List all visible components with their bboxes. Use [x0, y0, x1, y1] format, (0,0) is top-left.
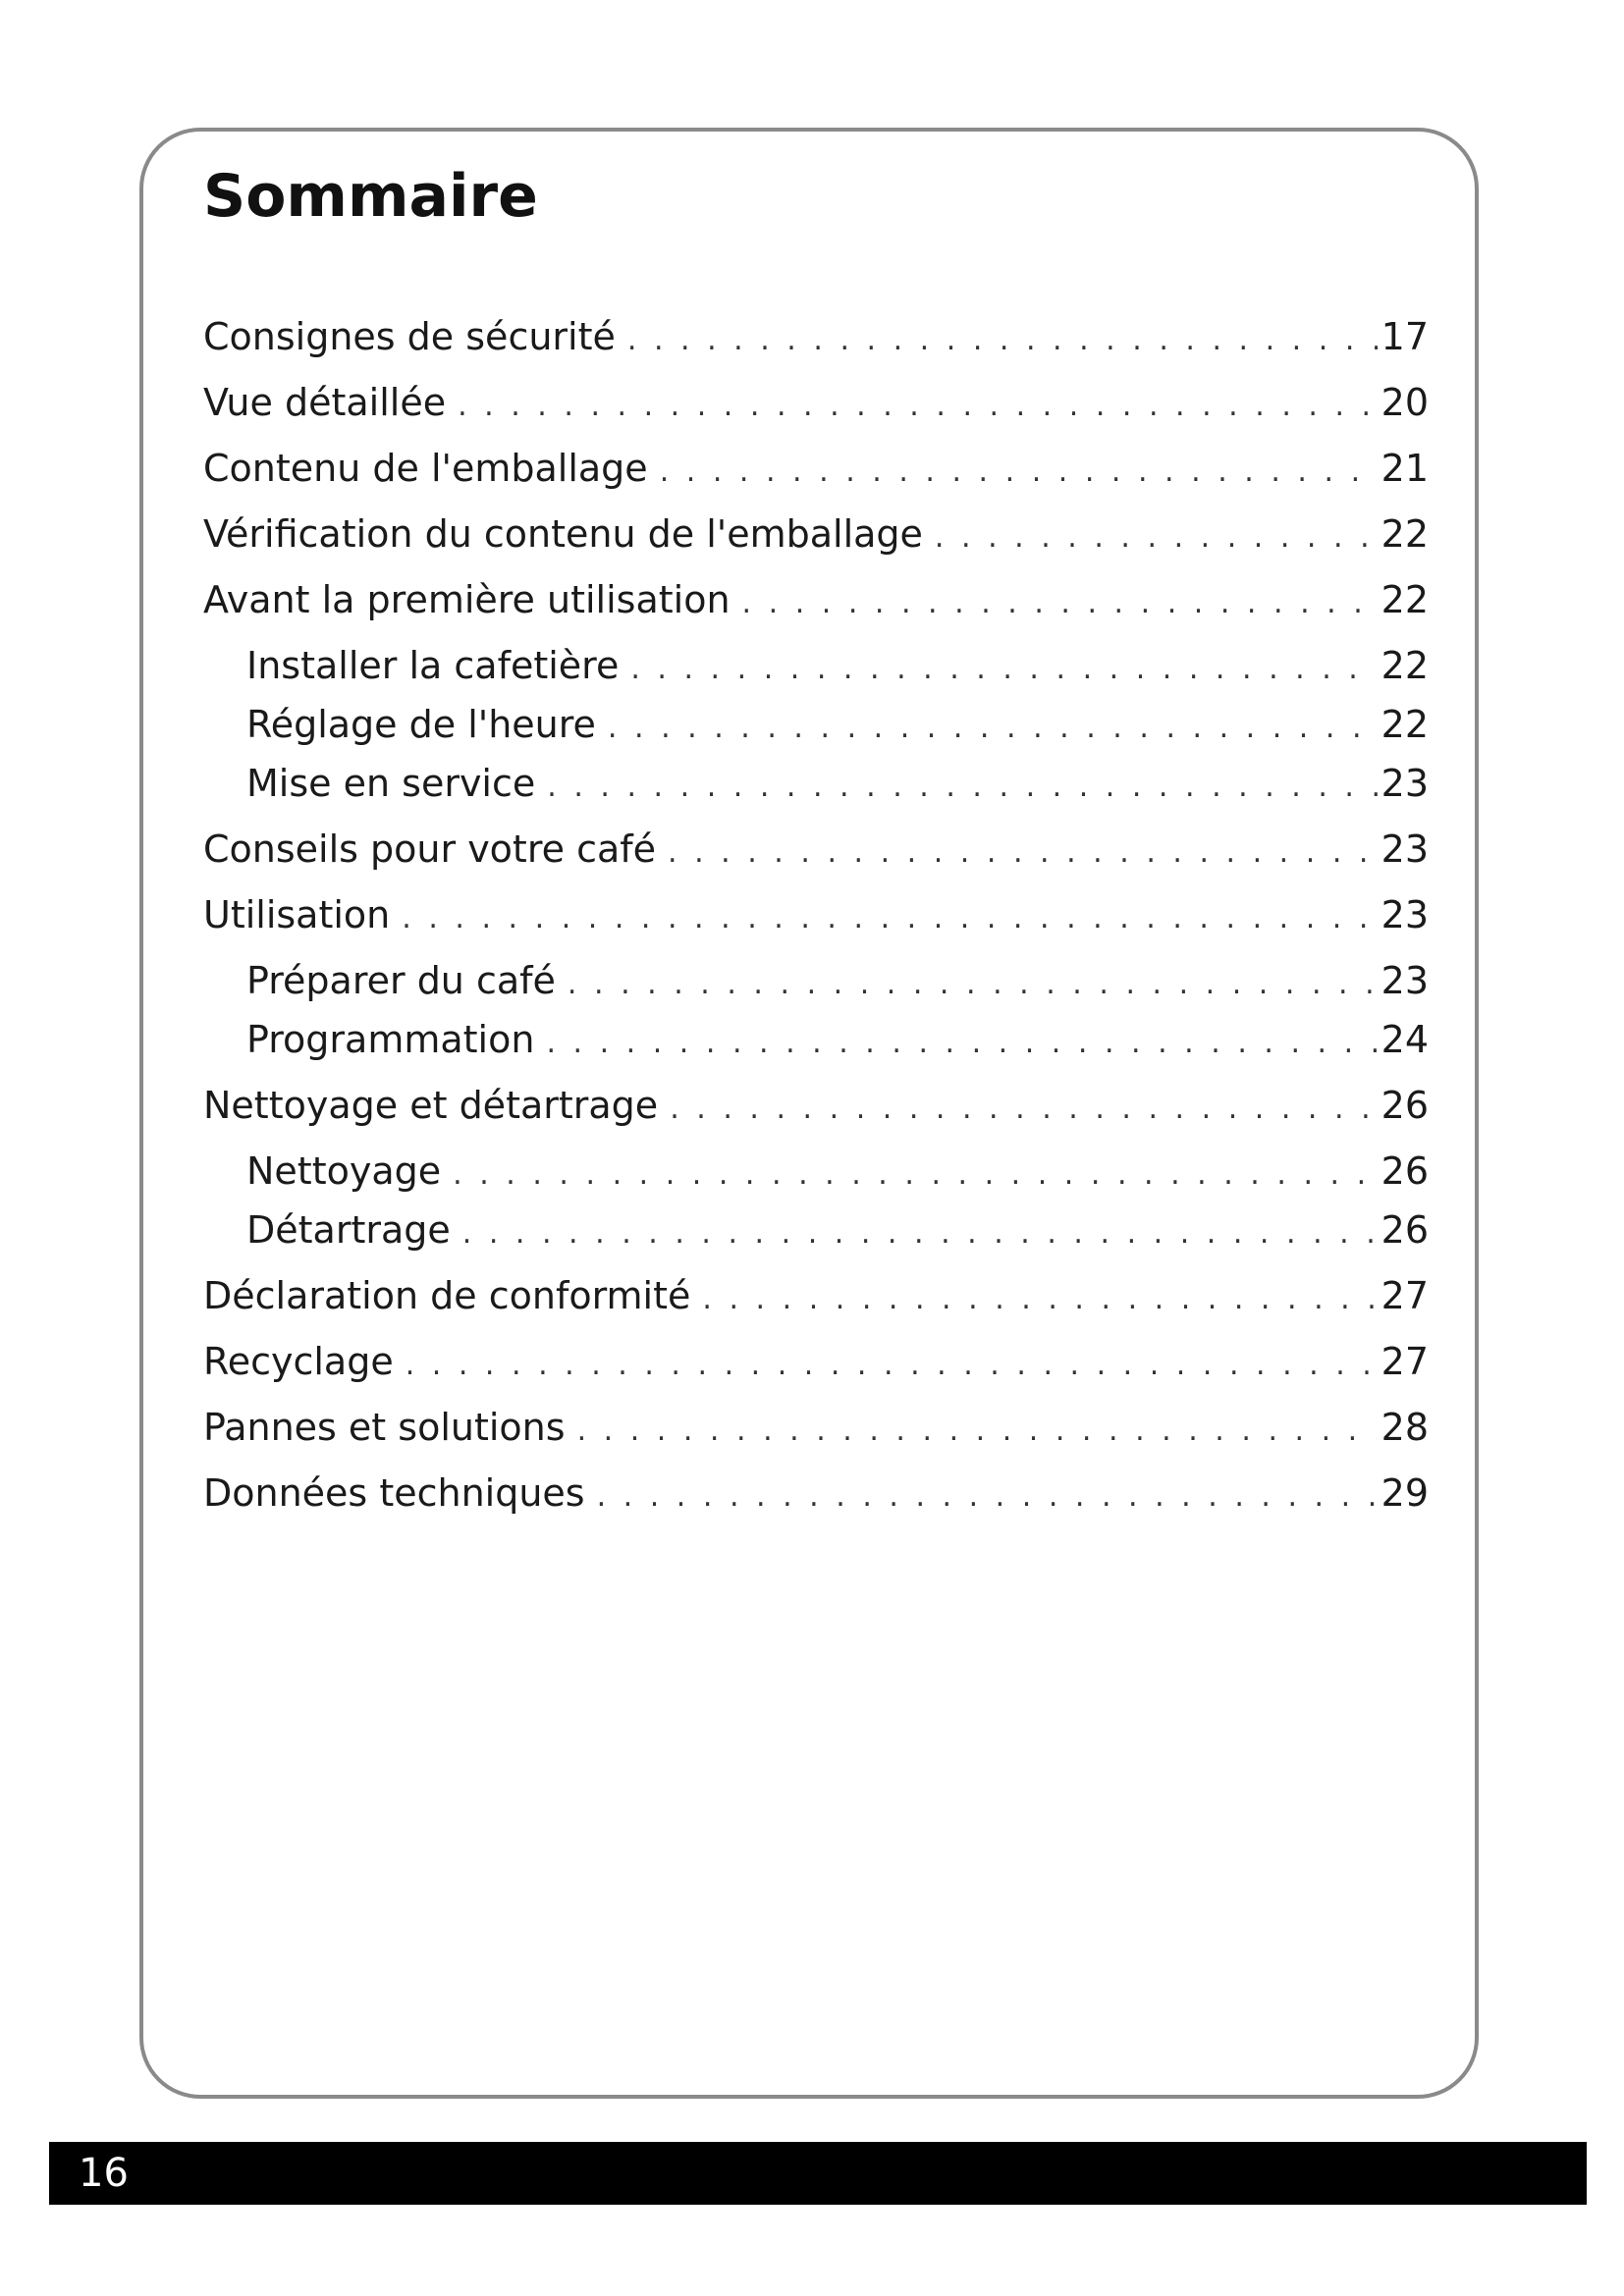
toc-entry-page: 22	[1380, 512, 1429, 556]
toc-entry-label: Préparer du café	[246, 959, 556, 1002]
toc-entry-page: 26	[1380, 1149, 1429, 1193]
toc-entry-label: Vue détaillée	[203, 381, 447, 424]
toc-entry-page: 26	[1380, 1208, 1429, 1252]
toc-entry-label: Recyclage	[203, 1340, 394, 1383]
toc-dot-leader	[462, 1206, 1378, 1261]
toc-dot-leader	[453, 1148, 1378, 1202]
toc-dot-leader	[742, 576, 1378, 631]
toc-dot-leader	[406, 1338, 1378, 1393]
toc-entry-label: Utilisation	[203, 893, 391, 936]
toc-entry-label: Pannes et solutions	[203, 1406, 566, 1449]
toc-dot-leader	[702, 1272, 1377, 1327]
toc-entry-page: 23	[1380, 762, 1429, 805]
toc-dot-leader	[402, 891, 1377, 946]
toc-entry-label: Réglage de l'heure	[246, 703, 596, 746]
toc-entry-page: 27	[1380, 1340, 1429, 1383]
toc-dot-leader	[627, 313, 1378, 368]
toc-dot-leader	[668, 826, 1378, 881]
toc-dot-leader	[670, 1082, 1377, 1137]
toc-entry-label: Installer la cafetière	[246, 644, 620, 687]
page-title: Sommaire	[203, 162, 538, 231]
toc-entry[interactable]	[203, 375, 1429, 430]
toc-entry-page: 21	[1380, 447, 1429, 490]
toc-entry-page: 29	[1380, 1471, 1429, 1515]
toc-entry-label: Consignes de sécurité	[203, 315, 616, 358]
toc-entry[interactable]	[203, 1334, 1429, 1389]
toc-dot-leader	[458, 379, 1378, 434]
toc-subentry[interactable]	[246, 638, 1429, 693]
toc-entry-page: 20	[1380, 381, 1429, 424]
toc-entry-page: 23	[1380, 828, 1429, 871]
toc-entry[interactable]	[203, 887, 1429, 942]
toc-entry-page: 23	[1380, 893, 1429, 936]
toc-entry[interactable]	[203, 1078, 1429, 1133]
toc-subentry[interactable]	[246, 697, 1429, 752]
toc-entry[interactable]	[203, 507, 1429, 561]
toc-entry-label: Nettoyage et détartrage	[203, 1084, 659, 1127]
toc-dot-leader	[935, 510, 1378, 565]
toc-entry-label: Détartrage	[246, 1208, 451, 1252]
toc-entry-page: 24	[1380, 1018, 1429, 1061]
toc-dot-leader	[568, 957, 1378, 1012]
toc-entry-page: 28	[1380, 1406, 1429, 1449]
toc-subentry[interactable]	[246, 756, 1429, 811]
table-of-contents	[203, 0, 1429, 2296]
toc-entry-label: Déclaration de conformité	[203, 1274, 691, 1317]
toc-entry-page: 22	[1380, 703, 1429, 746]
toc-entry-page: 27	[1380, 1274, 1429, 1317]
page-number: 16	[79, 2151, 129, 2196]
toc-dot-leader	[660, 445, 1378, 500]
toc-entry-label: Avant la première utilisation	[203, 578, 731, 621]
toc-entry[interactable]	[203, 572, 1429, 627]
toc-entry-page: 26	[1380, 1084, 1429, 1127]
toc-entry-page: 23	[1380, 959, 1429, 1002]
toc-entry-label: Contenu de l'emballage	[203, 447, 648, 490]
toc-dot-leader	[577, 1404, 1378, 1459]
toc-entry[interactable]	[203, 1268, 1429, 1323]
toc-entry-label: Données techniques	[203, 1471, 585, 1515]
toc-entry-page: 22	[1380, 644, 1429, 687]
toc-entry[interactable]	[203, 1400, 1429, 1455]
toc-entry-label: Programmation	[246, 1018, 535, 1061]
toc-entry-page: 22	[1380, 578, 1429, 621]
toc-dot-leader	[597, 1469, 1378, 1524]
toc-entry[interactable]	[203, 441, 1429, 496]
toc-subentry[interactable]	[246, 1144, 1429, 1199]
toc-entry-page: 17	[1380, 315, 1429, 358]
toc-dot-leader	[546, 1016, 1377, 1071]
toc-dot-leader	[608, 701, 1378, 756]
toc-entry-label: Nettoyage	[246, 1149, 442, 1193]
footer-bar	[49, 2142, 1587, 2205]
toc-entry[interactable]	[203, 822, 1429, 877]
toc-dot-leader	[630, 642, 1377, 697]
toc-subentry[interactable]	[246, 1012, 1429, 1067]
toc-entry-label: Conseils pour votre café	[203, 828, 657, 871]
toc-dot-leader	[547, 760, 1377, 815]
toc-subentry[interactable]	[246, 1202, 1429, 1257]
toc-entry[interactable]	[203, 309, 1429, 364]
toc-entry-label: Mise en service	[246, 762, 536, 805]
toc-entry-label: Vérification du contenu de l'emballage	[203, 512, 923, 556]
toc-entry[interactable]	[203, 1466, 1429, 1521]
toc-subentry[interactable]	[246, 953, 1429, 1008]
